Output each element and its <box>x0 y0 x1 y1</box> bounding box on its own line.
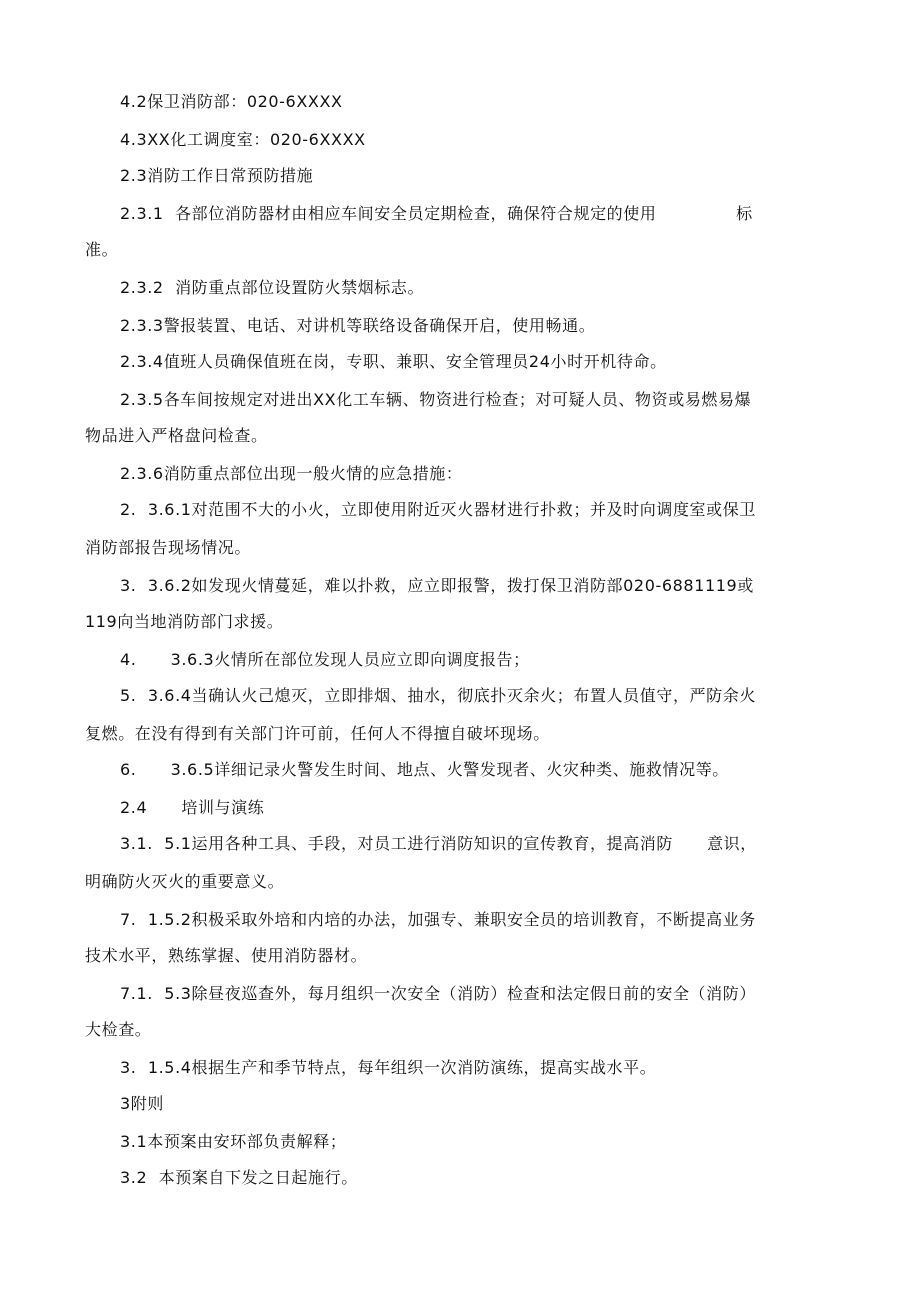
section-heading-appendix: 3附则 <box>120 1094 164 1113</box>
paragraph-3-2: 3.2 本预案自下发之日起施行。 <box>120 1168 358 1187</box>
contact-security-fire-dept: 4.2保卫消防部：020-6XXXX <box>120 92 343 111</box>
contact-dispatch-room: 4.3XX化工调度室：020-6XXXX <box>120 130 366 149</box>
paragraph-3-6-5: 6. 3.6.5详细记录火警发生时间、地点、火警发现者、火灾种类、施救情况等。 <box>120 760 729 779</box>
section-heading-2-3: 2.3消防工作日常预防措施 <box>120 166 314 185</box>
paragraph-5-3: 7.1. 5.3除昼夜巡查外，每月组织一次安全（消防）检查和法定假日前的安全（消防） <box>120 984 756 1003</box>
paragraph-2-3-1-cont: 准。 <box>85 240 119 259</box>
paragraph-5-1-cont: 明确防火灭火的重要意义。 <box>85 872 285 891</box>
paragraph-2-3-3: 2.3.3警报装置、电话、对讲机等联络设备确保开启，使用畅通。 <box>120 316 596 335</box>
paragraph-3-6-4-cont: 复燃。在没有得到有关部门许可前，任何人不得擅自破坏现场。 <box>85 724 550 743</box>
paragraph-5-2-cont: 技术水平，熟练掌握、使用消防器材。 <box>85 946 368 965</box>
paragraph-5-3-cont: 大检查。 <box>85 1020 152 1039</box>
section-heading-2-4: 2.4 培训与演练 <box>120 798 265 817</box>
paragraph-2-3-5: 2.3.5各车间按规定对进出XX化工车辆、物资进行检查；对可疑人员、物资或易燃易爆 <box>120 390 752 409</box>
paragraph-3-6-1-cont: 消防部报告现场情况。 <box>85 538 252 557</box>
paragraph-3-6-2-cont: 119向当地消防部门求援。 <box>85 612 284 631</box>
paragraph-2-3-6: 2.3.6消防重点部位出现一般火情的应急措施： <box>120 464 463 483</box>
paragraph-2-3-1: 2.3.1 各部位消防器材由相应车间安全员定期检查，确保符合规定的使用 标 <box>120 204 753 223</box>
paragraph-2-3-5-cont: 物品进入严格盘问检查。 <box>85 426 268 445</box>
paragraph-3-6-2: 3. 3.6.2如发现火情蔓延，难以扑救，应立即报警，拨打保卫消防部020-6881119或 <box>120 576 754 595</box>
paragraph-3-6-1: 2. 3.6.1对范围不大的小火，立即使用附近灭火器材进行扑救；并及时向调度室或保卫 <box>120 500 756 519</box>
paragraph-3-6-3: 4. 3.6.3火情所在部位发现人员应立即向调度报告； <box>120 650 530 669</box>
paragraph-2-3-4: 2.3.4值班人员确保值班在岗，专职、兼职、安全管理员24小时开机待命。 <box>120 352 667 371</box>
paragraph-2-3-2: 2.3.2 消防重点部位设置防火禁烟标志。 <box>120 278 425 297</box>
paragraph-5-2: 7. 1.5.2积极采取外培和内培的办法，加强专、兼职安全员的培训教育，不断提高业务 <box>120 910 756 929</box>
paragraph-3-6-4: 5. 3.6.4当确认火己熄灭，立即排烟、抽水，彻底扑灭余火；布置人员值守，严防余火 <box>120 686 756 705</box>
paragraph-5-4: 3. 1.5.4根据生产和季节特点，每年组织一次消防演练，提高实战水平。 <box>120 1058 657 1077</box>
paragraph-5-1: 3.1. 5.1运用各种工具、手段，对员工进行消防知识的宣传教育，提高消防 意识， <box>120 834 757 853</box>
paragraph-3-1: 3.1本预案由安环部负责解释； <box>120 1132 347 1151</box>
